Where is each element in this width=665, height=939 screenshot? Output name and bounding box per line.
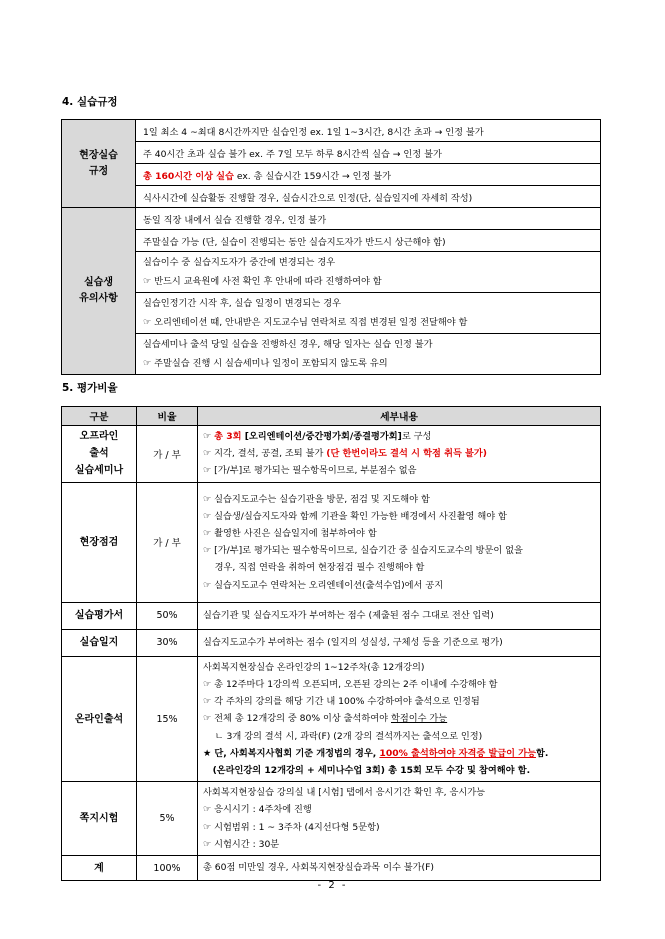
row-details: 총 60점 미만일 경우, 사회복지현장실습과목 이수 불가(F) bbox=[198, 856, 601, 881]
row-details: ☞ 실습지도교수는 실습기관을 방문, 점검 및 지도해야 함 ☞ 실습생/실습지도자와 함께 기관을 확인 가능한 배경에서 사진촬영 해야 함 ☞ 촬영한 사진은 실습일지에 첨부하여야 함 ☞ [가/부]로 평가되는 필수항목이므로, 실습기간 중 실습지도교수의 방문이 없을 경우, 직접 연락을 취하여 현장점검 필수 진행해야 함 ☞ 실습지도교수 연락처는 오리엔테이션(출석수업)에서 공지 bbox=[198, 482, 601, 602]
header-category: 구분 bbox=[62, 407, 137, 426]
row-ratio: 가 / 부 bbox=[137, 426, 198, 483]
row-name: 실습일지 bbox=[62, 629, 137, 656]
row-ratio: 30% bbox=[137, 629, 198, 656]
row-name: 오프라인 출석 실습세미나 bbox=[62, 426, 137, 483]
header-details: 세부내용 bbox=[198, 407, 601, 426]
row-name: 온라인출석 bbox=[62, 656, 137, 781]
category-field-practice-rules: 현장실습 규정 bbox=[62, 120, 136, 208]
row-name: 실습평가서 bbox=[62, 602, 137, 629]
row-details: 실습지도교수가 부여하는 점수 (일지의 성실성, 구체성 등을 기준으로 평가) bbox=[198, 629, 601, 656]
row-ratio: 가 / 부 bbox=[137, 482, 198, 602]
row-details: 사회복지현장실습 온라인강의 1~12주차(총 12개강의) ☞ 총 12주마다 1강의씩 오픈되며, 오픈된 강의는 2주 이내에 수강해야 함 ☞ 각 주차의 강의를 해당 기간 내 100% 수강하여야 출석으로 인정됨 ☞ 전체 총 12개강의 중 80% 이상 출석하여야 학점이수 가능 ㄴ 3개 강의 결석 시, 과락(F) (2개 강의 결석까지는 출석으로 인정) ★ 단, 사회복지사협회 기준 개정법의 경우, 100% 출석하여야 자격증 발급이 가능함. (온라인강의 12개강의 + 세미나수업 3회) 총 15회 모두 수강 및 참여해야 함. bbox=[198, 656, 601, 781]
rule-row: 식사시간에 실습활동 진행할 경우, 실습시간으로 인정(단, 실습일지에 자세히 작성) bbox=[136, 186, 601, 208]
table-row bbox=[62, 426, 601, 483]
section5-title: 5. 평가비율 bbox=[62, 382, 118, 394]
row-name: 계 bbox=[62, 856, 137, 881]
row-ratio: 5% bbox=[137, 782, 198, 856]
table-row bbox=[62, 629, 601, 656]
row-details: ☞ 총 3회 [오리엔테이션/중간평가회/종결평가회]로 구성 ☞ 지각, 결석, 공결, 조퇴 불가 (단 한번이라도 결석 시 학점 취득 불가) ☞ [가/부]로 평가되는 필수항목이므로, 부분점수 없음 bbox=[198, 426, 601, 483]
rule-row: 1일 최소 4 ~최대 8시간까지만 실습인정 ex. 1일 1~3시간, 8시간 초과 → 인정 불가 bbox=[136, 120, 601, 142]
table-row bbox=[62, 856, 601, 881]
rule-row: 총 160시간 이상 실습 ex. 총 실습시간 159시간 → 인정 불가 bbox=[136, 164, 601, 186]
table-header-row bbox=[62, 407, 601, 426]
table-row bbox=[62, 602, 601, 629]
row-details: 사회복지현장실습 강의실 내 [시험] 탭에서 응시기간 확인 후, 응시가능 ☞ 응시시기 : 4주차에 진행 ☞ 시험범위 : 1 ~ 3주차 (4지선다형 5문항) ☞ 시험시간 : 30분 bbox=[198, 782, 601, 856]
page-number: - 2 - bbox=[317, 880, 348, 891]
practice-rules-table bbox=[61, 119, 601, 375]
note-row: 실습이수 중 실습지도자가 중간에 변경되는 경우 ☞ 반드시 교육원에 사전 확인 후 안내에 따라 진행하여야 함 bbox=[136, 252, 601, 293]
evaluation-table bbox=[61, 406, 601, 881]
note-row: 주말실습 가능 (단, 실습이 진행되는 동안 실습지도자가 반드시 상근해야 함) bbox=[136, 230, 601, 252]
section4-title: 4. 실습규정 bbox=[62, 96, 118, 108]
category-student-notes: 실습생 유의사항 bbox=[62, 208, 136, 375]
note-row: 실습세미나 출석 당일 실습을 진행하신 경우, 해당 일자는 실습 인정 불가 ☞ 주말실습 진행 시 실습세미나 일정이 포함되지 않도록 유의 bbox=[136, 334, 601, 375]
header-ratio: 비율 bbox=[137, 407, 198, 426]
table-row bbox=[62, 656, 601, 781]
row-ratio: 100% bbox=[137, 856, 198, 881]
table-row bbox=[62, 482, 601, 602]
row-name: 쪽지시험 bbox=[62, 782, 137, 856]
row-ratio: 15% bbox=[137, 656, 198, 781]
note-row: 동일 직장 내에서 실습 진행할 경우, 인정 불가 bbox=[136, 208, 601, 230]
note-row: 실습인정기간 시작 후, 실습 일정이 변경되는 경우 ☞ 오리엔테이션 때, 안내받은 지도교수님 연락처로 직접 변경된 일정 전달해야 함 bbox=[136, 293, 601, 334]
row-ratio: 50% bbox=[137, 602, 198, 629]
row-details: 실습기관 및 실습지도자가 부여하는 점수 (제출된 점수 그대로 전산 입력) bbox=[198, 602, 601, 629]
rule-row: 주 40시간 초과 실습 불가 ex. 주 7일 모두 하루 8시간씩 실습 → 인정 불가 bbox=[136, 142, 601, 164]
row-name: 현장점검 bbox=[62, 482, 137, 602]
table-row bbox=[62, 782, 601, 856]
